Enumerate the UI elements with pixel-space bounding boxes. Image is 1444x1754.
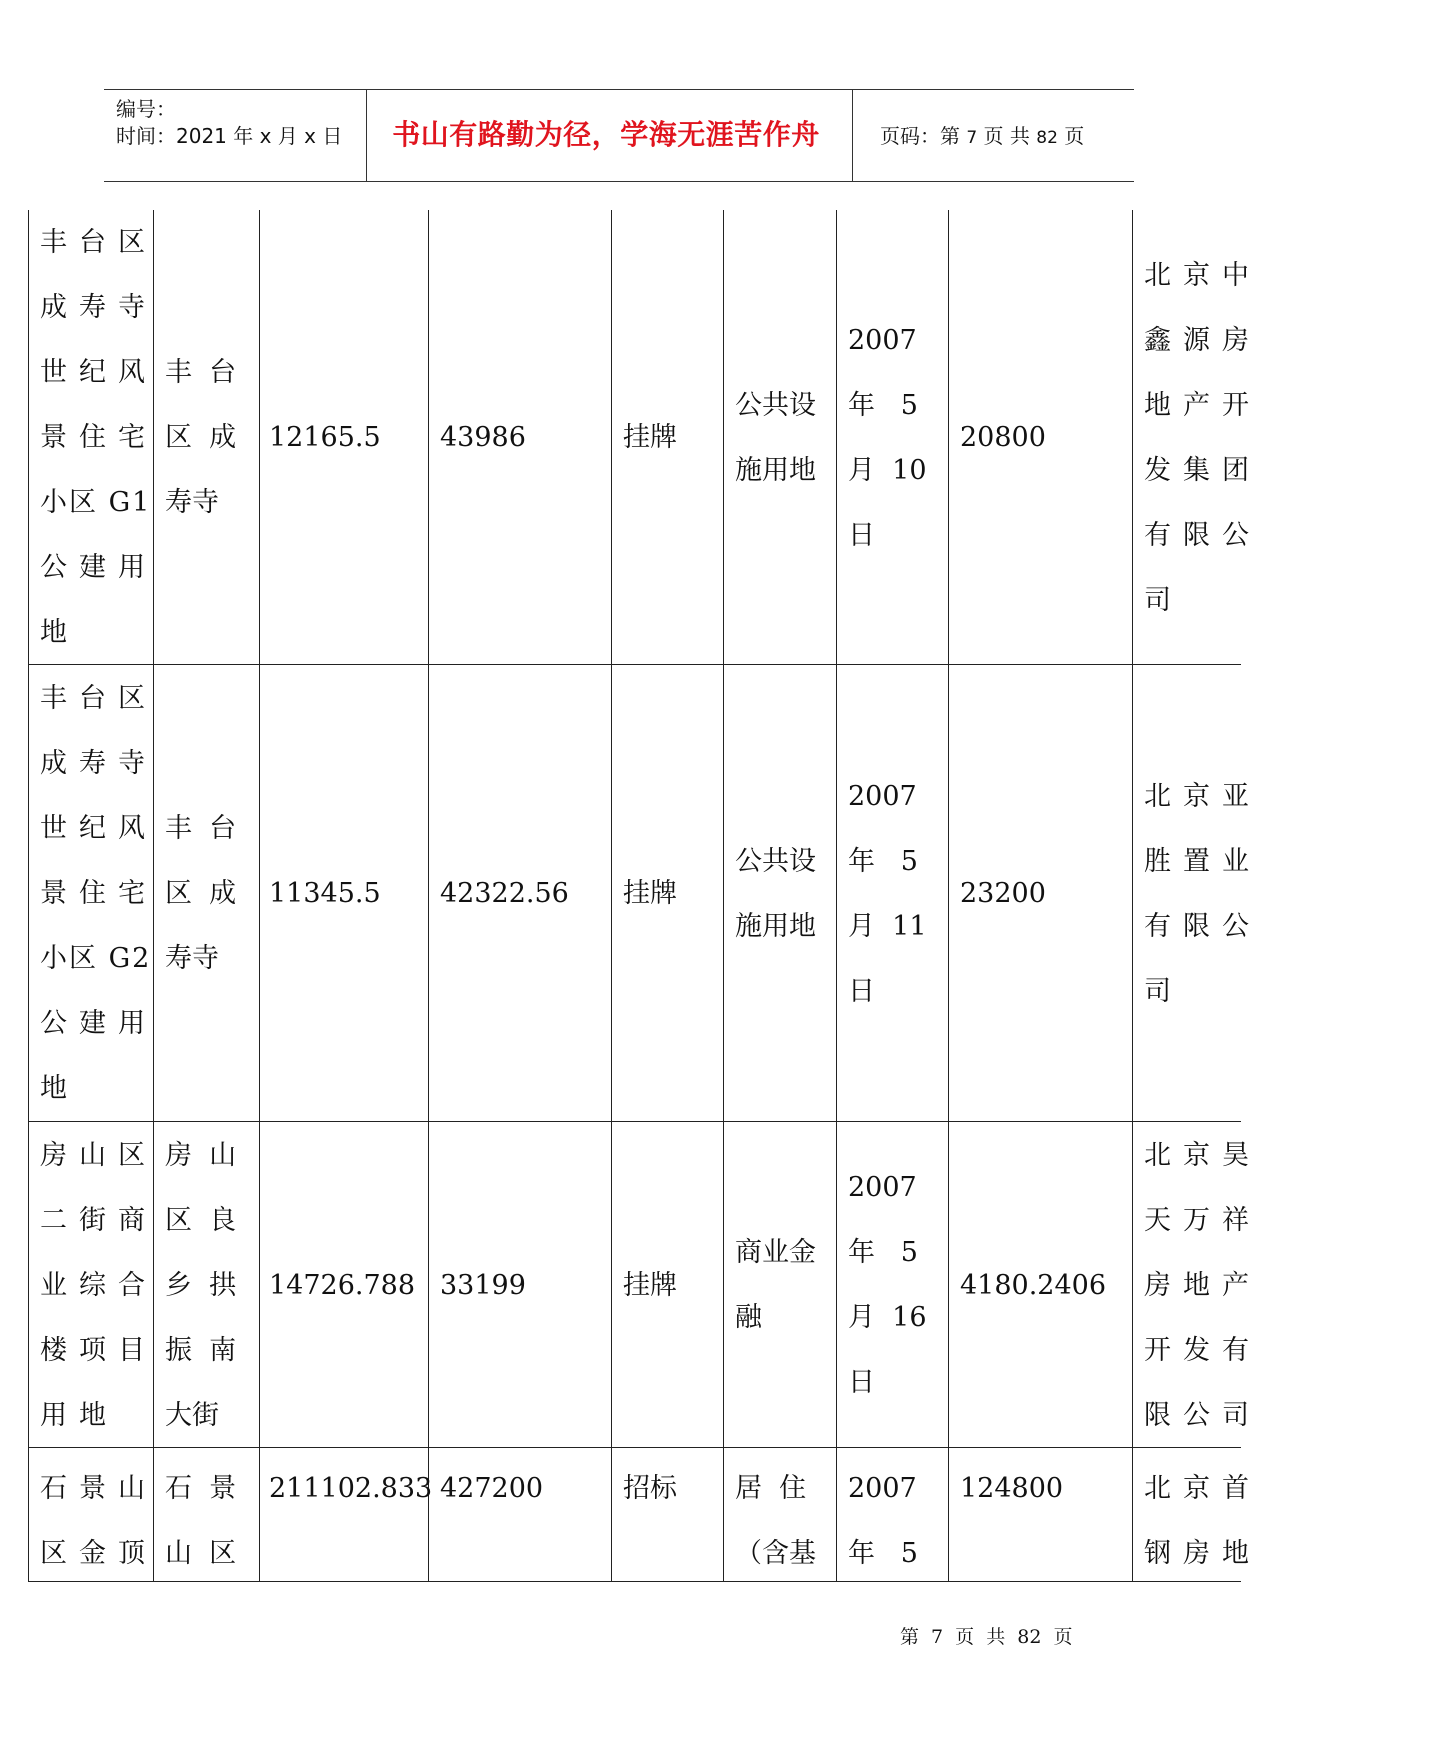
- buyer-cell: [1144, 1122, 1444, 1448]
- price-cell: [960, 1122, 1120, 1448]
- parcel-name-line: 地: [40, 1073, 79, 1104]
- transfer-method-value: 挂牌: [623, 422, 677, 453]
- building-area-value: 42322.56: [440, 878, 569, 909]
- parcel-name-line: 景住宅: [40, 422, 157, 453]
- buyer-line: 北京昊: [1144, 1139, 1261, 1171]
- footer-page-number: 第 7 页 共 82 页: [900, 1626, 1073, 1648]
- transaction-date-line: 日: [848, 975, 875, 1007]
- parcel-name-line: 小区 G1: [40, 487, 152, 518]
- transaction-date-line: 年 5: [848, 1237, 918, 1268]
- parcel-name-line: 用地: [40, 1399, 118, 1431]
- transaction-date-line: 2007: [848, 780, 917, 812]
- parcel-name-line: 丰台区: [40, 683, 157, 714]
- buyer-line: 钢房地: [1144, 1538, 1261, 1569]
- location-cell: [165, 1456, 247, 1582]
- land-use-cell: [735, 1456, 824, 1582]
- parcel-name-line: 公建用: [40, 1008, 157, 1039]
- parcel-name-line: 房山区: [40, 1139, 157, 1171]
- building-area-value: 33199: [440, 1269, 526, 1301]
- land-use-line: 公共设: [735, 389, 816, 421]
- transfer-method-cell: [623, 1456, 711, 1582]
- header-divider: [852, 90, 853, 181]
- land-transaction-table: [0, 210, 1261, 1582]
- page-suffix: 页: [1064, 124, 1085, 148]
- transaction-date-line: 日: [848, 1367, 875, 1398]
- land-area-cell: [269, 210, 426, 665]
- transaction-date-line: 月 11: [848, 910, 927, 942]
- location-line: 区 良: [165, 1204, 237, 1236]
- location-line: 石 景: [165, 1473, 237, 1504]
- transfer-method-cell: [623, 1122, 711, 1448]
- parcel-name-line: 石景山: [40, 1473, 157, 1504]
- building-area-value: 427200: [440, 1473, 544, 1504]
- land-use-cell: [735, 665, 824, 1122]
- building-area-cell: [440, 1122, 599, 1448]
- location-line: 区 成: [165, 422, 237, 453]
- buyer-line: 限公司: [1144, 1399, 1261, 1431]
- parcel-name-line: 区金顶: [40, 1538, 157, 1569]
- transaction-date-cell: [848, 665, 936, 1122]
- transaction-date-cell: [848, 1456, 936, 1582]
- land-use-cell: [735, 1122, 824, 1448]
- table-column-divider: [1132, 210, 1133, 1582]
- location-line: 丰 台: [165, 813, 237, 844]
- buyer-line: 开发有: [1144, 1334, 1261, 1366]
- buyer-line: 有限公: [1144, 910, 1261, 942]
- transfer-method-cell: [623, 665, 711, 1122]
- page-prefix: 页码：第: [880, 124, 960, 148]
- location-line: 房 山: [165, 1139, 237, 1171]
- parcel-name-line: 楼项目: [40, 1334, 157, 1366]
- price-value: 124800: [960, 1473, 1064, 1504]
- parcel-name-line: 小区 G2: [40, 943, 152, 974]
- transaction-date-line: 2007: [848, 324, 917, 356]
- transaction-date-line: 日: [848, 519, 875, 551]
- location-line: 乡 拱: [165, 1269, 237, 1301]
- price-value: 20800: [960, 422, 1046, 453]
- transaction-date-line: 年 5: [848, 845, 918, 877]
- building-area-cell: [440, 665, 599, 1122]
- transfer-method-value: 招标: [623, 1473, 677, 1504]
- buyer-cell: [1144, 1456, 1444, 1582]
- location-cell: [165, 210, 247, 665]
- transaction-date-cell: [848, 1122, 936, 1448]
- buyer-line: 房地产: [1144, 1269, 1261, 1301]
- parcel-name-cell: [40, 665, 157, 1122]
- transfer-method-value: 挂牌: [623, 878, 677, 909]
- transaction-date-line: 2007: [848, 1172, 917, 1203]
- location-line: 山 区: [165, 1538, 237, 1569]
- table-column-divider: [28, 210, 29, 1582]
- price-value: 4180.2406: [960, 1269, 1107, 1301]
- transfer-method-cell: [623, 210, 711, 665]
- parcel-name-cell: [40, 210, 157, 665]
- buyer-line: 胜置业: [1144, 845, 1261, 877]
- land-area-value: 12165.5: [269, 422, 381, 453]
- header-page-indicator: [866, 90, 1084, 180]
- table-column-divider: [611, 210, 612, 1582]
- transfer-method-value: 挂牌: [623, 1269, 677, 1301]
- buyer-cell: [1144, 210, 1444, 665]
- buyer-line: 地产开: [1144, 389, 1261, 421]
- parcel-name-line: 公建用: [40, 552, 157, 583]
- location-cell: [165, 1122, 247, 1448]
- parcel-name-line: 丰台区: [40, 227, 157, 258]
- header-motto: 书山有路勤为径，学海无涯苦作舟: [392, 118, 820, 151]
- building-area-value: 43986: [440, 422, 526, 453]
- transaction-date-cell: [848, 210, 936, 665]
- page-total: 82: [1036, 128, 1058, 148]
- transaction-date-line: 月 10: [848, 454, 927, 486]
- date-label: 时间：2021 年 x 月 x 日: [116, 124, 343, 148]
- land-use-line: 施用地: [735, 454, 816, 486]
- parcel-name-line: 地: [40, 617, 79, 648]
- parcel-name-cell: [40, 1122, 157, 1448]
- table-column-divider: [723, 210, 724, 1582]
- buyer-line: 北京首: [1144, 1473, 1261, 1504]
- page-mid: 页 共: [983, 124, 1030, 148]
- parcel-name-cell: [40, 1456, 157, 1582]
- land-use-line: 商业金: [735, 1237, 816, 1268]
- building-area-cell: [440, 1456, 599, 1582]
- price-value: 23200: [960, 878, 1046, 909]
- transaction-date-line: 年 5: [848, 1538, 918, 1569]
- transaction-date-line: 月 16: [848, 1302, 927, 1333]
- parcel-name-line: 世纪风: [40, 357, 157, 388]
- header-meta: [116, 96, 342, 150]
- page-header: [104, 89, 1134, 182]
- land-area-value: 211102.833: [269, 1473, 433, 1504]
- buyer-line: 北京中: [1144, 259, 1261, 291]
- building-area-cell: [440, 210, 599, 665]
- location-line: 寿寺: [165, 943, 219, 974]
- land-use-cell: [735, 210, 824, 665]
- location-line: 区 成: [165, 878, 237, 909]
- buyer-line: 天万祥: [1144, 1204, 1261, 1236]
- location-line: 寿寺: [165, 487, 219, 518]
- land-area-cell: [269, 1122, 426, 1448]
- table-column-divider: [259, 210, 260, 1582]
- table-column-divider: [836, 210, 837, 1582]
- land-area-cell: [269, 665, 426, 1122]
- parcel-name-line: 景住宅: [40, 878, 157, 909]
- parcel-name-line: 成寿寺: [40, 748, 157, 779]
- transaction-date-line: 2007: [848, 1473, 917, 1504]
- page-number: 7: [966, 128, 978, 148]
- buyer-line: 发集团: [1144, 454, 1261, 486]
- parcel-name-line: 成寿寺: [40, 292, 157, 323]
- land-use-line: 公共设: [735, 845, 816, 877]
- land-use-line: 融: [735, 1302, 762, 1333]
- parcel-name-line: 二街商: [40, 1204, 157, 1236]
- buyer-line: 司: [1144, 584, 1183, 616]
- land-area-cell: [269, 1456, 433, 1582]
- buyer-cell: [1144, 665, 1444, 1122]
- land-area-value: 14726.788: [269, 1269, 416, 1301]
- location-cell: [165, 665, 247, 1122]
- location-line: 振 南: [165, 1334, 237, 1366]
- parcel-name-line: 业综合: [40, 1269, 157, 1301]
- land-use-line: 居 住: [735, 1473, 807, 1504]
- serial-number-label: 编号：: [116, 97, 176, 121]
- price-cell: [960, 210, 1120, 665]
- land-area-value: 11345.5: [269, 878, 381, 909]
- transaction-date-line: 年 5: [848, 389, 918, 421]
- location-line: 大街: [165, 1399, 219, 1431]
- buyer-line: 司: [1144, 975, 1183, 1007]
- parcel-name-line: 世纪风: [40, 813, 157, 844]
- location-line: 丰 台: [165, 357, 237, 388]
- land-use-line: （含基: [735, 1538, 816, 1569]
- buyer-line: 北京亚: [1144, 780, 1261, 812]
- table-column-divider: [428, 210, 429, 1582]
- land-use-line: 施用地: [735, 910, 816, 942]
- price-cell: [960, 1456, 1120, 1582]
- table-column-divider: [948, 210, 949, 1582]
- buyer-line: 鑫源房: [1144, 324, 1261, 356]
- price-cell: [960, 665, 1120, 1122]
- buyer-line: 有限公: [1144, 519, 1261, 551]
